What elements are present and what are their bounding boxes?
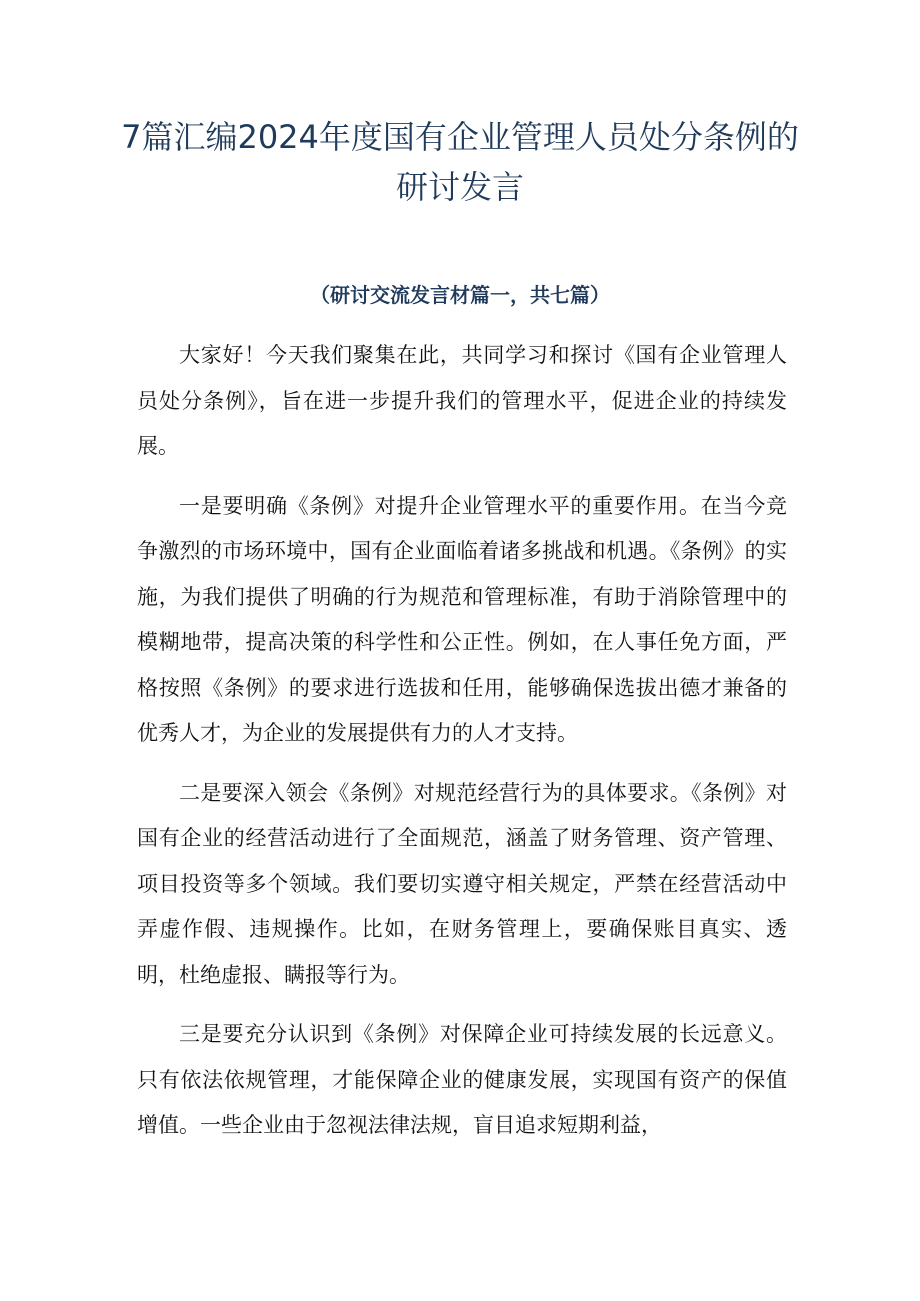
document-body	[137, 333, 787, 1163]
paragraph-point-two: 二是要深入领会《条例》对规范经营行为的具体要求。《条例》对国有企业的经营活动进行了全面规范，涵盖了财务管理、资产管理、项目投资等多个领域。我们要切实遵守相关规定，严禁在经营活动中弄虚作假、违规操作。比如，在财务管理上，要确保账目真实、透明，杜绝虚报、瞒报等行为。	[137, 780, 787, 987]
paragraph-point-one: 一是要明确《条例》对提升企业管理水平的重要作用。在当今竞争激烈的市场环境中，国有企业面临着诸多挑战和机遇。《条例》的实施，为我们提供了明确的行为规范和管理标准，有助于消除管理中的模糊地带，提高决策的科学性和公正性。例如，在人事任免方面，严格按照《条例》的要求进行选拔和任用，能够确保选拔出德才兼备的优秀人才，为企业的发展提供有力的人才支持。	[137, 493, 787, 745]
paragraph-greeting: 大家好！今天我们聚集在此，共同学习和探讨《国有企业管理人员处分条例》，旨在进一步提升我们的管理水平，促进企业的持续发展。	[137, 343, 787, 458]
document-title: 7篇汇编2024年度国有企业管理人员处分条例的研讨发言	[121, 118, 799, 206]
paragraph-point-three: 三是要充分认识到《条例》对保障企业可持续发展的长远意义。只有依法依规管理，才能保障企业的健康发展，实现国有资产的保值增值。一些企业由于忽视法律法规，盲目追求短期利益，	[137, 1022, 787, 1137]
document-subtitle: （研讨交流发言材篇一，共七篇）	[310, 283, 610, 307]
